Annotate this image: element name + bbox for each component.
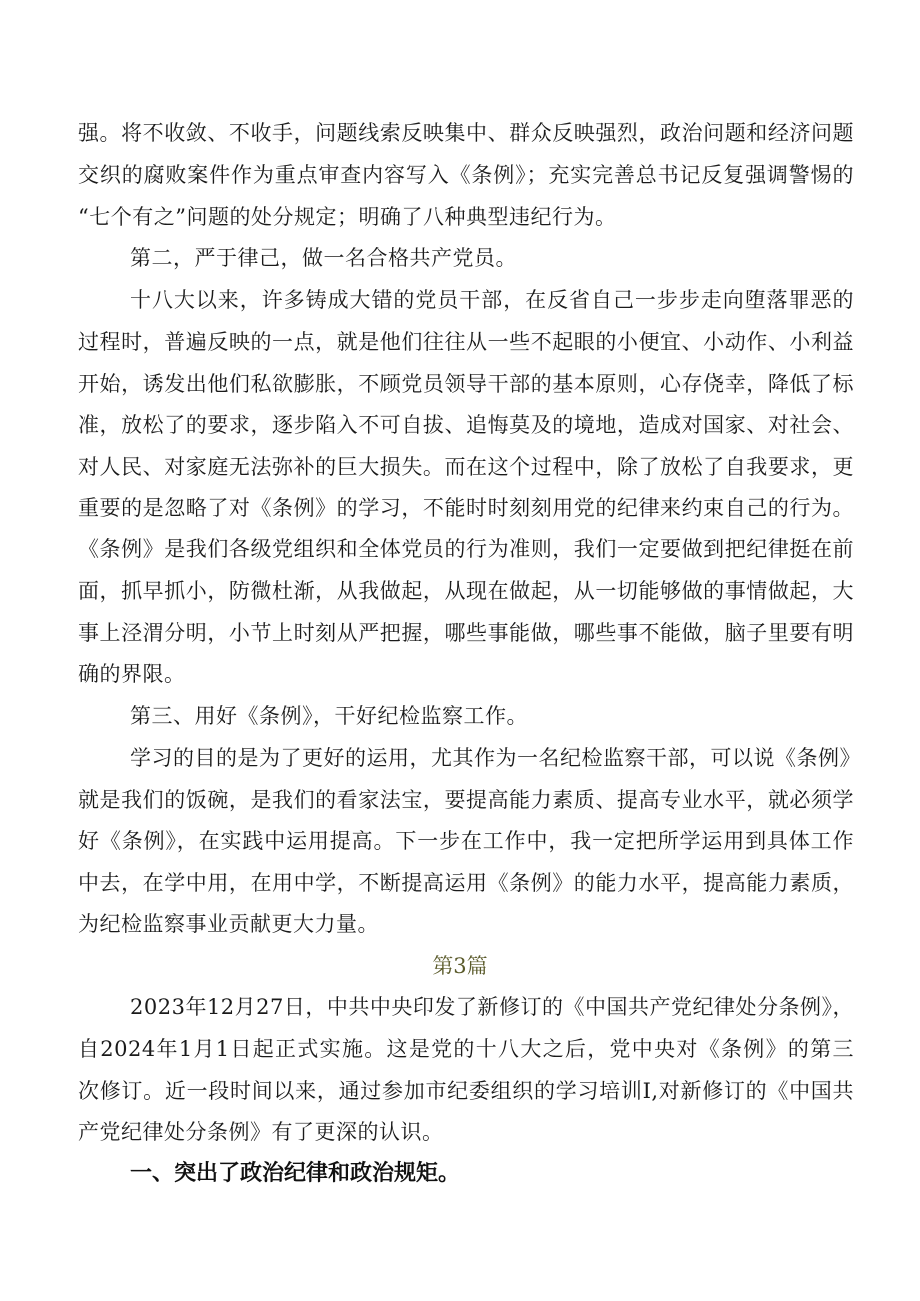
paragraph-line: 事上泾渭分明，小节上时刻从严把握，哪些事能做，哪些事不能做，脑子里要有明 [78, 621, 854, 645]
paragraph-line: 交织的腐败案件作为重点审查内容写入《条例》；充实完善总书记反复强调警惕的 [78, 163, 854, 187]
paragraph-line: 次修订。近一段时间以来，通过参加市纪委组织的学习培训I,对新修订的《中国共 [78, 1079, 854, 1103]
section-title: 第3篇 [432, 954, 488, 978]
paragraph-line: 确的界限。 [78, 662, 186, 686]
paragraph-line: 中去，在学中用，在用中学，不断提高运用《条例》的能力水平，提高能力素质， [78, 871, 854, 895]
paragraph-line: 十八大以来，许多铸成大错的党员干部，在反省自己一步步走向堕落罪恶的 [130, 288, 854, 312]
paragraph-line: “七个有之”问题的处分规定；明确了八种典型违纪行为。 [78, 205, 617, 229]
bold-heading: 一、突出了政治纪律和政治规矩。 [130, 1161, 461, 1186]
paragraph-line: 学习的目的是为了更好的运用，尤其作为一名纪检监察干部，可以说《条例》 [130, 746, 861, 770]
paragraph-line: 为纪检监察事业贡献更大力量。 [78, 912, 379, 936]
paragraph-line: 面，抓早抓小，防微杜渐，从我做起，从现在做起，从一切能够做的事情做起，大 [78, 579, 854, 603]
paragraph-line: 重要的是忽略了对《条例》的学习，不能时时刻刻用党的纪律来约束自己的行为。 [78, 496, 854, 520]
paragraph-line: 对人民、对家庭无法弥补的巨大损失。而在这个过程中，除了放松了自我要求，更 [78, 455, 854, 479]
paragraph-line: 产党纪律处分条例》有了更深的认识。 [78, 1120, 444, 1144]
paragraph-line: 2023年12月27日，中共中央印发了新修订的《中国共产党纪律处分条例》， [130, 995, 854, 1019]
paragraph-line: 好《条例》，在实践中运用提高。下一步在工作中，我一定把所学运用到具体工作 [78, 829, 854, 853]
subheading-line: 第二，严于律己，做一名合格共产党员。 [130, 246, 517, 270]
paragraph-line: 《条例》是我们各级党组织和全体党员的行为准则，我们一定要做到把纪律挺在前 [78, 537, 854, 561]
subheading-line: 第三、用好《条例》，干好纪检监察工作。 [130, 704, 528, 728]
paragraph-line: 自2024年1月1日起正式实施。这是党的十八大之后，党中央对《条例》的第三 [78, 1037, 854, 1061]
paragraph-line: 开始，诱发出他们私欲膨胀，不顾党员领导干部的基本原则，心存侥幸，降低了标 [78, 372, 854, 396]
paragraph-line: 准，放松了的要求，逐步陷入不可自拔、追悔莫及的境地，造成对国家、对社会、 [78, 413, 854, 437]
paragraph-line: 强。将不收敛、不收手，问题线索反映集中、群众反映强烈，政治问题和经济问题 [78, 121, 854, 145]
paragraph-line: 过程时，普遍反映的一点，就是他们往往从一些不起眼的小便宜、小动作、小利益 [78, 330, 854, 354]
paragraph-line: 就是我们的饭碗，是我们的看家法宝，要提高能力素质、提高专业水平，就必须学 [78, 788, 854, 812]
